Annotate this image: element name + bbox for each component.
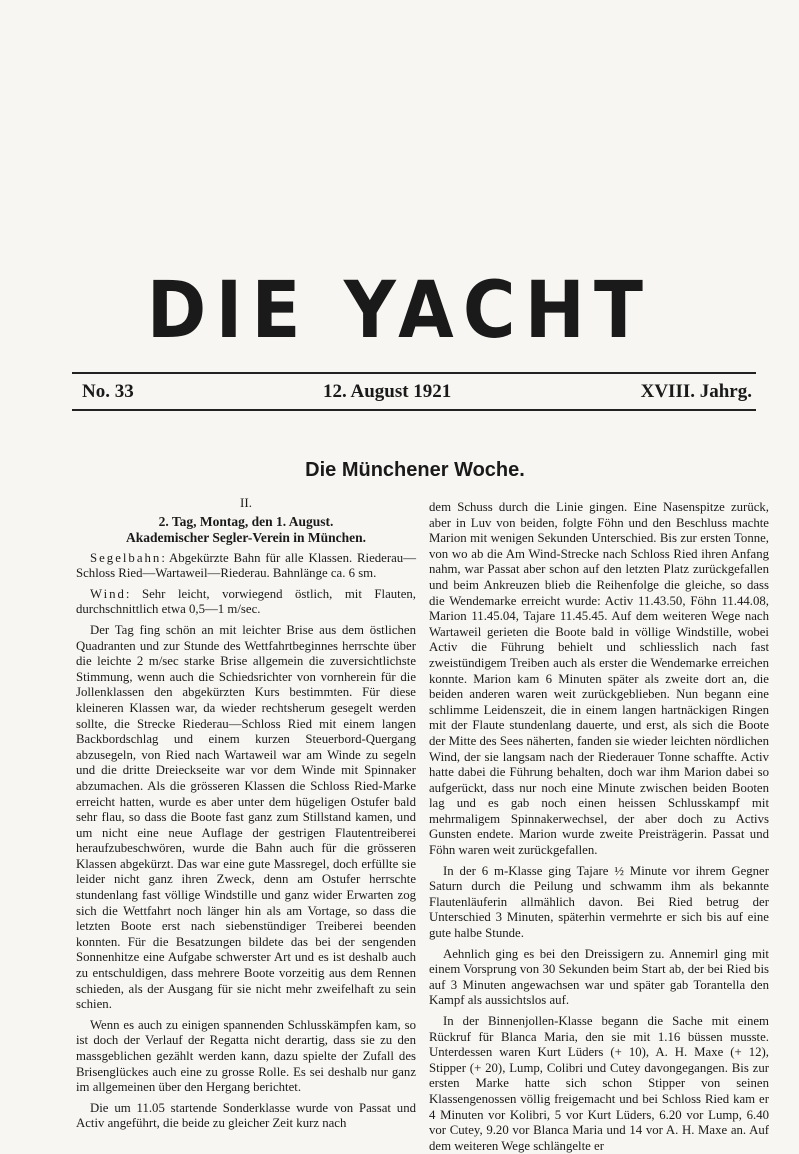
segelbahn-label: Segelbahn: [90, 550, 162, 565]
issue-volume: XVIII. Jahrg.: [640, 381, 752, 402]
paragraph: Der Tag fing schön an mit leichter Brise aus dem östlichen Quadranten und zur Stunde des Wettfahrtbeginnes herrschte über die leichte 2 m/sec starke Brise allgemein die zuversichtlichste Stimmung, wenn auch die Schiedsrichter von vornherein für die Jollenklassen den abgekürzten Kurs bestimmten. Für diese kleineren Klassen war, da wieder rechtsherum gesegelt werden sollte, die Strecke Riederau—Schloss Ried mit einem langen Backbordschlag und einem kurzen Steuerbord-Quergang abzusegeln, von Ried nach Wartaweil war am Winde zu segeln und die dritte Dreieckseite war vor dem Winde mit Spinnaker abzumachen. Als die grösseren Klassen die Schloss Ried-Marke erreicht hatten, wurde es aber unter dem hügeligen Ostufer bald sehr flau, so dass die Boote fast ganz zum Stillstand kamen, und um nicht eine neue Auflage der gestrigen Flautentreiberei heraufzubeschwören, wurde die Bahn auch für die grösseren Klassen abgekürzt. Das war eine gute Massregel, doch erfüllte sie leider nicht ganz ihren Zweck, denn am Ostufer herrschte stundenlang fast völlige Windstille und ganz wider Erwarten zog sich die Wettfahrt noch länger hin als am Vortage, so dass die letzten Boote erst nach siebenstündiger Treiberei beenden konnten. Für die Besatzungen bildete das bei der sengenden Sonnenhitze eine Aufgabe schwerster Art und es ist deshalb auch zu entschuldigen, dass mehrere Boote vorzeitig aus dem Rennen schieden, als der Ausgang für sie nicht mehr zweifelhaft zu sein schien.: [76, 622, 416, 1012]
column-left: [76, 495, 416, 1132]
paragraph: dem Schuss durch die Linie gingen. Eine Nasenspitze zurück, aber in Luv von beiden, folgte Föhn und den Beschluss machte Marion mit wenigen Sekunden Unterschied. Bis zur ersten Tonne, von wo ab die Am Wind-Strecke nach Schloss Ried ihren Anfang nahm, war Passat aber schon auf den letzten Platz zurückgefallen und beim Ankreuzen blieb die Reihenfolge die gleiche, so dass die Wendemarke erreicht wurde: Activ 11.43.50, Föhn 11.44.08, Marion 11.45.04, Tajare 11.45.45. Auf dem weiteren Wege nach Wartaweil gerieten die Boote bald in völlige Windstille, wobei Activ die Führung behielt und schliesslich nach fast zweistündigem Treiben auch als erster die Wendemarke erreichen konnte. Marion kam 6 Minuten später als zweite dort an, die beiden anderen waren weit zurückgeblieben. Nun begann eine schlimme Leidenszeit, die in einem langen hartnäckigen Ringen mit der Flaute stundenlang dauerte, und erst, als sich die Boote der Mitte des Sees näherten, fanden sie wieder leichten nördlichen Wind, der sie langsam nach der Riederauer Tonne schaffte. Activ hatte dabei die Führung behalten, doch war ihm Marion dabei so aufgerückt, dass nur noch eine Minute zwischen beiden Booten lag und es gab noch einen heissen Schlusskampf mit mehrmaligem Spinnakerwechsel, der aber doch zu Activs Gunsten endete. Marion wurde zweite Preisträgerin. Passat und Föhn waren weit zurückgefallen.: [429, 500, 769, 858]
paragraph: Wenn es auch zu einigen spannenden Schlusskämpfen kam, so ist doch der Verlauf der Regatta nicht derartig, dass sie zu den massgeblichen gezählt werden kann, dazu spielte der Zufall des Brisenglückes auch eine zu grosse Rolle. Es sei deshalb nur ganz im allgemeinen über den Hergang berichtet.: [76, 1017, 416, 1095]
paragraph: Die um 11.05 startende Sonderklasse wurde von Passat und Activ angeführt, die beide zu gleicher Zeit kurz nach: [76, 1100, 416, 1131]
paragraph: In der 6 m-Klasse ging Tajare ½ Minute vor ihrem Gegner Saturn durch die Peilung und schwamm ihm als bekannte Flautenläuferin allmählich davon. Bei Ried betrug der Unterschied 3 Minuten, späterhin vermehrte er sich bis auf eine gute halbe Stunde.: [429, 863, 769, 941]
wind-paragraph: [76, 587, 416, 618]
paragraph: Aehnlich ging es bei den Dreissigern zu. Annemirl ging mit einem Vorsprung von 30 Sekunden beim Start ab, der bei Ried bis auf 3 Minuten angewachsen war und später gab Torantella den Kampf als aussichtslos auf.: [429, 946, 769, 1008]
paragraph: In der Binnenjollen-Klasse begann die Sache mit einem Rückruf für Blanca Maria, den sie mit 1.16 büssen musste. Unterdessen waren Kurt Lüders (+ 10), A. H. Maxe (+ 12), Stipper (+ 20), Lump, Colibri und Cutey davongegangen. Bis zur ersten Marke hatte sich schon Stipper von seinen Klassengenossen völlig freigemacht und bei Schloss Ried kam er 4 Minuten vor Kolibri, 5 vor Kurt Lüders, 6.20 vor Lump, 6.40 vor Cutey, 9.20 vor Blanca Maria und 14 vor A. H. Maxe an. Auf dem weiteren Wege schlängelte er: [429, 1014, 769, 1153]
issue-rule-top: [72, 372, 756, 374]
masthead-title: DIE YACHT: [146, 266, 653, 356]
segelbahn-text: : Abgekürzte Bahn für alle Klassen. Riederau—Schloss Ried—Wartaweil—Riederau. Bahnlänge ca. 6 sm.: [76, 550, 416, 581]
section-heading-day: 2. Tag, Montag, den 1. August.: [158, 513, 334, 529]
issue-rule-bottom: [72, 409, 756, 411]
issue-line: [82, 381, 752, 403]
wind-label: Wind: [90, 586, 126, 601]
segelbahn-paragraph: [76, 551, 416, 582]
column-right: [429, 500, 769, 1154]
wind-text: : Sehr leicht, vorwiegend östlich, mit Flauten, durchschnittlich etwa 0,5—1 m/sec.: [76, 586, 416, 617]
issue-date: 12. August 1921: [323, 381, 452, 402]
article-title: Die Münchener Woche.: [305, 459, 525, 481]
issue-number: No. 33: [82, 381, 134, 402]
section-number: II.: [240, 495, 252, 510]
section-heading-club: Akademischer Segler-Verein in München.: [126, 529, 366, 545]
